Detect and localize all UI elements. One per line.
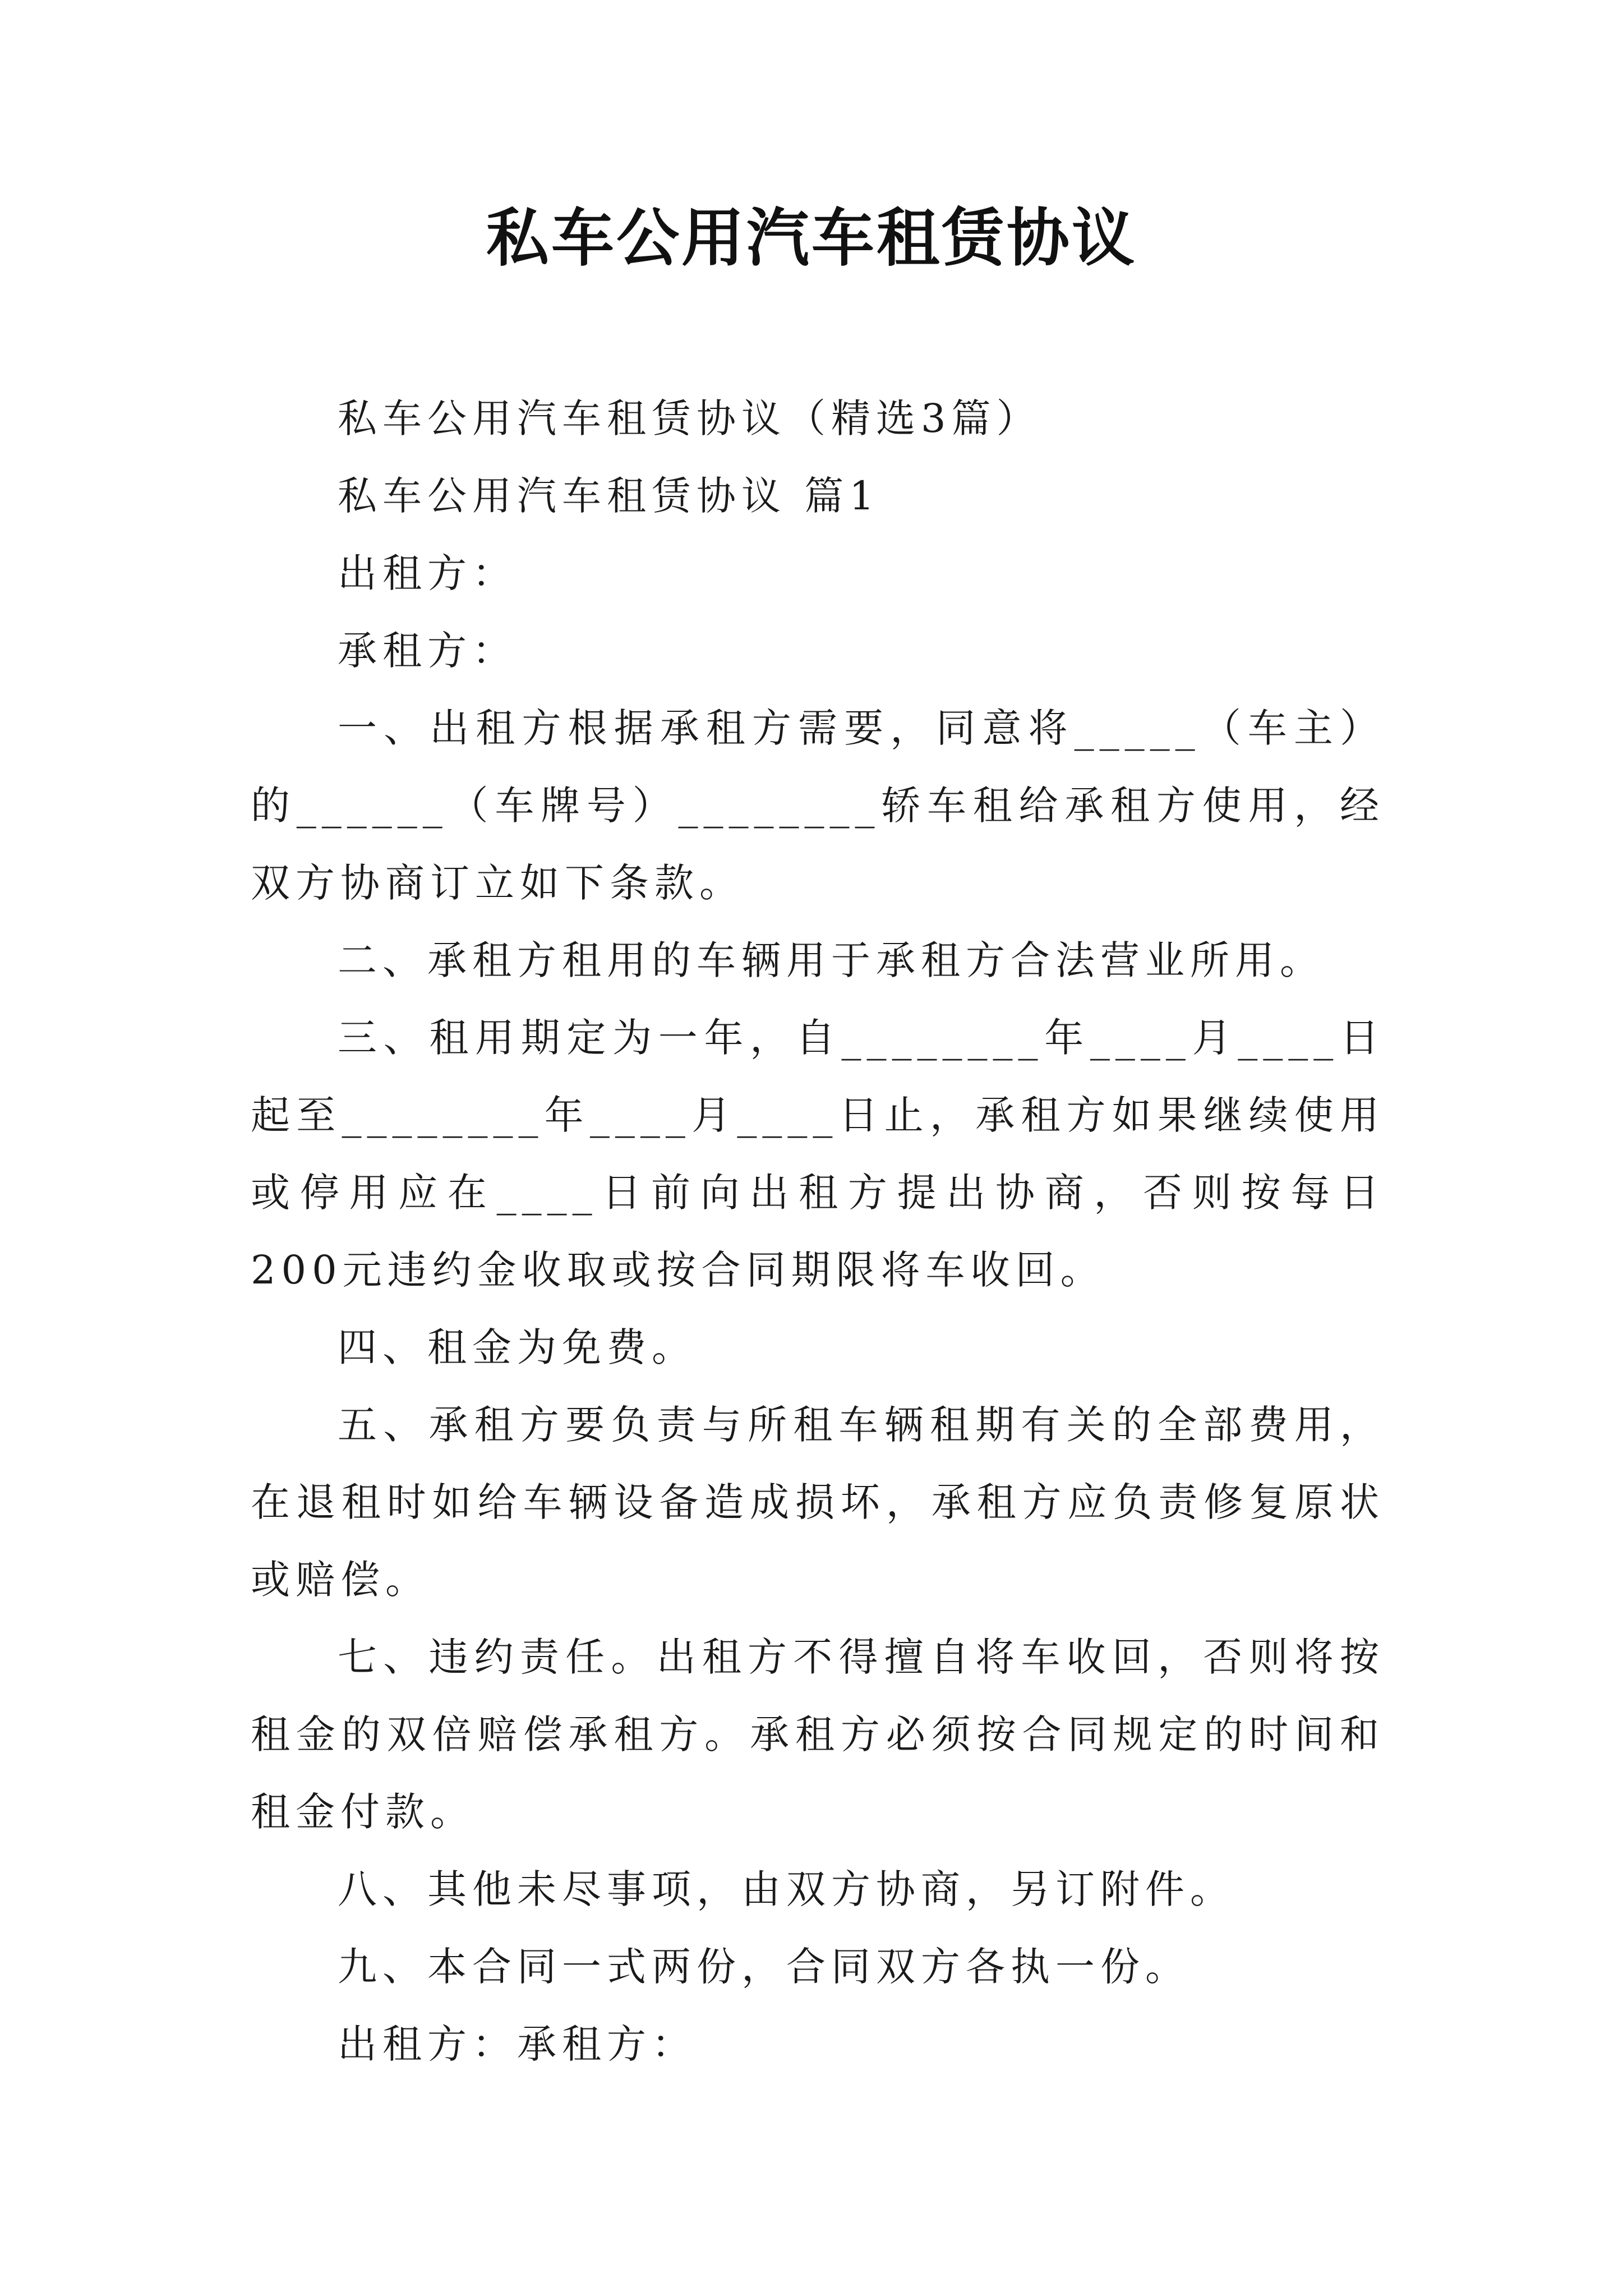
- lessee-label-paragraph: 承租方：: [338, 628, 517, 674]
- lessor-label-paragraph: 出租方：: [338, 550, 517, 596]
- clause-1-paragraph: 一、出租方根据承租方需要，同意将_____（车主）的______（车牌号）________轿车租给承租方使用，经双方协商订立如下条款。: [251, 705, 1385, 906]
- clause-5-paragraph: 五、承租方要负责与所租车辆租期有关的全部费用，在退租时如给车辆设备造成损坏，承租方应负责修复原状或赔偿。: [251, 1402, 1385, 1603]
- clause-8-paragraph: 八、其他未尽事项，由双方协商，另订附件。: [338, 1866, 1235, 1912]
- signature-line-paragraph: 出租方：承租方：: [338, 2021, 697, 2067]
- clause-3-paragraph: 三、租用期定为一年，自________年____月____日起至________年____月____日止，承租方如果继续使用或停用应在____日前向出租方提出协商，否则按每日200元违约金收取或按合同期限将车收回。: [251, 1015, 1385, 1293]
- subtitle-paragraph: 私车公用汽车租赁协议（精选3篇）: [338, 395, 1041, 441]
- clause-9-paragraph: 九、本合同一式两份，合同双方各执一份。: [338, 1944, 1190, 1990]
- document-body: [251, 380, 1385, 2083]
- document-title: 私车公用汽车租赁协议: [486, 201, 1137, 275]
- clause-7-paragraph: 七、违约责任。出租方不得擅自将车收回，否则将按租金的双倍赔偿承租方。承租方必须按合同规定的时间和租金付款。: [251, 1634, 1385, 1835]
- clause-2-paragraph: 二、承租方租用的车辆用于承租方合法营业所用。: [338, 937, 1325, 983]
- section-heading-paragraph: 私车公用汽车租赁协议 篇1: [338, 473, 880, 519]
- clause-4-paragraph: 四、租金为免费。: [338, 1324, 697, 1370]
